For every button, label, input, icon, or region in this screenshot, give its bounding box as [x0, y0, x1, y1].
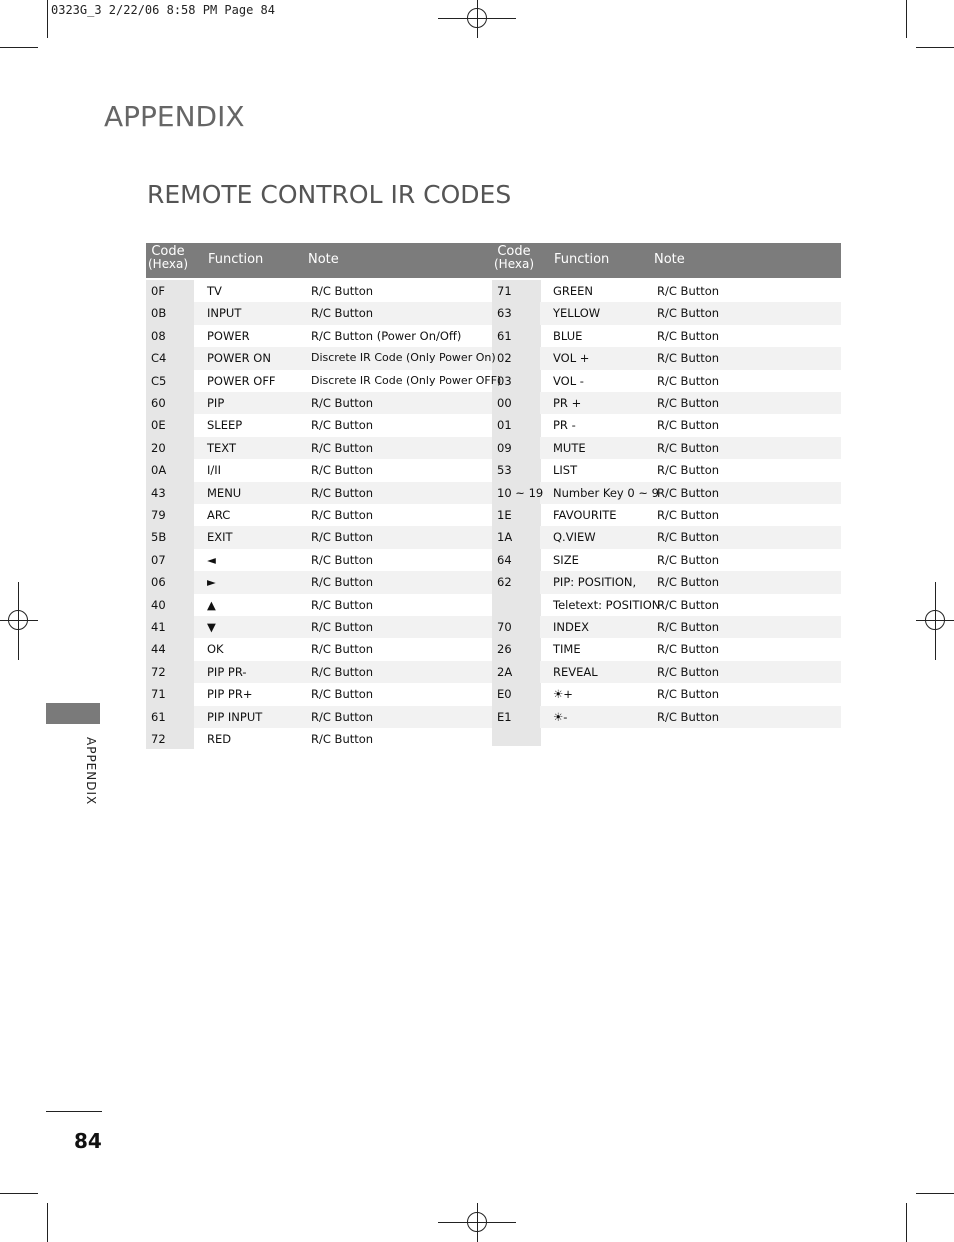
function-cell: MUTE	[553, 440, 586, 455]
function-cell: GREEN	[553, 284, 594, 298]
crop-mark	[906, 0, 907, 38]
table-row	[492, 661, 841, 683]
code-cell: 70	[497, 620, 512, 634]
header-code-label: Code	[151, 244, 185, 259]
code-cell: 1A	[497, 530, 513, 545]
code-cell: 1E	[497, 508, 512, 522]
code-cell: 08	[151, 328, 166, 343]
note-cell: R/C Button	[657, 440, 720, 455]
function-cell: EXIT	[207, 530, 233, 545]
function-cell: POWER ON	[207, 351, 271, 366]
code-cell: 62	[497, 575, 512, 590]
note-cell: R/C Button	[311, 664, 374, 679]
note-cell: R/C Button	[311, 530, 374, 545]
note-cell: R/C Button	[311, 642, 374, 657]
table-row	[492, 482, 841, 504]
note-cell: R/C Button	[311, 508, 374, 522]
function-cell: MENU	[207, 485, 242, 500]
table-row	[146, 482, 492, 504]
code-cell: 5B	[151, 530, 167, 545]
table-row	[146, 392, 492, 414]
header-function-right: Function	[554, 252, 610, 267]
table-row	[146, 437, 492, 459]
code-cell: 40	[151, 597, 166, 612]
table-row	[146, 325, 492, 347]
note-cell: Discrete IR Code (Only Power OFF)	[311, 373, 502, 387]
header-code-label: Code	[497, 244, 531, 259]
table-row	[146, 728, 492, 750]
note-cell: R/C Button	[657, 508, 720, 522]
crop-mark	[916, 1193, 954, 1194]
table-row	[492, 302, 841, 324]
function-cell: SIZE	[553, 552, 579, 567]
note-cell: R/C Button	[311, 575, 374, 590]
note-cell: R/C Button	[657, 396, 720, 410]
code-cell: 60	[151, 396, 166, 410]
note-cell: R/C Button	[657, 418, 720, 433]
code-cell: 64	[497, 552, 512, 567]
code-cell: 61	[497, 328, 512, 343]
note-cell: R/C Button	[657, 664, 720, 679]
note-cell: R/C Button	[657, 463, 720, 478]
note-cell: R/C Button	[657, 687, 720, 702]
table-header	[146, 243, 841, 278]
note-cell: R/C Button	[311, 306, 374, 321]
table-row	[492, 616, 841, 638]
appendix-heading: APPENDIX	[104, 100, 245, 133]
table-row	[492, 414, 841, 436]
code-cell: 01	[497, 418, 512, 433]
note-cell: R/C Button	[657, 485, 720, 500]
header-function-left: Function	[208, 252, 264, 267]
note-cell: R/C Button	[311, 687, 374, 702]
code-cell: E1	[497, 709, 512, 724]
function-cell: INPUT	[207, 306, 242, 321]
note-cell: R/C Button	[311, 732, 374, 746]
table-row	[146, 706, 492, 728]
code-cell: 0B	[151, 306, 167, 321]
table-row	[492, 571, 841, 593]
table-row	[492, 280, 841, 302]
function-cell: SLEEP	[207, 418, 243, 433]
function-cell: VOL -	[553, 373, 584, 388]
crop-mark	[0, 1193, 38, 1194]
header-note-left: Note	[308, 252, 339, 267]
code-cell: 07	[151, 552, 166, 567]
registration-mark	[8, 610, 28, 630]
table-row	[146, 594, 492, 616]
function-cell: PIP INPUT	[207, 709, 263, 724]
table-row	[146, 347, 496, 369]
code-cell: 71	[151, 687, 166, 702]
code-cell: 63	[497, 306, 512, 321]
function-cell: POWER OFF	[207, 373, 276, 388]
code-cell: 0F	[151, 284, 165, 298]
function-cell: REVEAL	[553, 664, 598, 679]
code-cell: 53	[497, 463, 512, 478]
table-row	[492, 504, 841, 526]
table-row	[146, 302, 492, 324]
table-row	[146, 661, 492, 683]
function-cell: OK	[207, 642, 224, 657]
note-cell: R/C Button	[311, 709, 374, 724]
note-cell: R/C Button	[657, 642, 720, 657]
table-row	[146, 370, 502, 392]
code-cell: C4	[151, 351, 167, 366]
note-cell: R/C Button	[311, 620, 374, 634]
function-cell: VOL +	[553, 351, 590, 366]
code-cell: 71	[497, 284, 512, 298]
page-number: 84	[74, 1129, 102, 1153]
note-cell: R/C Button	[311, 597, 374, 612]
note-cell: R/C Button	[657, 351, 720, 366]
function-cell: ▼	[207, 620, 216, 634]
table-row	[492, 437, 841, 459]
function-cell: PR +	[553, 396, 582, 410]
function-cell: Q.VIEW	[553, 530, 596, 545]
code-cell: 03	[497, 373, 512, 388]
function-cell: TIME	[553, 642, 581, 657]
header-code-left	[148, 245, 188, 271]
table-row	[146, 459, 492, 481]
function-cell: ARC	[207, 508, 231, 522]
code-cell: 02	[497, 351, 512, 366]
header-code-sub: (Hexa)	[494, 257, 535, 271]
code-cell: 26	[497, 642, 512, 657]
registration-mark	[467, 8, 487, 28]
code-cell: 00	[497, 396, 512, 410]
note-cell: R/C Button	[311, 463, 374, 478]
note-cell: R/C Button	[311, 485, 374, 500]
table-row	[146, 414, 492, 436]
header-code-sub: (Hexa)	[148, 257, 189, 271]
function-cell: PIP PR+	[207, 687, 253, 702]
table-row	[492, 594, 841, 616]
function-cell: ☀-	[553, 709, 568, 724]
function-cell: FAVOURITE	[553, 508, 617, 522]
function-cell: INDEX	[553, 620, 589, 634]
note-cell: R/C Button	[657, 575, 720, 590]
note-cell: R/C Button	[657, 306, 720, 321]
table-row	[492, 683, 841, 705]
function-cell: RED	[207, 732, 232, 746]
table-row	[492, 392, 841, 414]
code-cell: 10 ~ 19	[497, 485, 544, 500]
registration-mark	[925, 610, 945, 630]
code-cell: 44	[151, 642, 166, 657]
table-row	[146, 549, 492, 571]
function-cell: Teletext: POSITION	[553, 597, 661, 612]
table-row	[146, 571, 492, 593]
header-code-right	[494, 245, 534, 271]
crop-mark	[906, 1203, 907, 1242]
code-cell: 0E	[151, 418, 166, 433]
side-tab-label: APPENDIX	[84, 737, 98, 806]
page-number-rule	[46, 1111, 102, 1112]
crop-mark	[916, 47, 954, 48]
table-row	[492, 459, 841, 481]
table-row	[492, 370, 841, 392]
table-row	[492, 526, 841, 548]
note-cell: R/C Button	[657, 373, 720, 388]
code-cell: C5	[151, 373, 167, 388]
code-cell: 79	[151, 508, 166, 522]
function-cell: ▲	[207, 597, 216, 612]
note-cell: R/C Button	[657, 620, 720, 634]
table-row	[146, 280, 492, 302]
function-cell: LIST	[553, 463, 578, 478]
note-cell: R/C Button	[311, 552, 374, 567]
note-cell: Discrete IR Code (Only Power On)	[311, 351, 496, 365]
crop-mark	[47, 1203, 48, 1242]
function-cell: PIP	[207, 396, 225, 410]
table-row	[492, 638, 841, 660]
note-cell: R/C Button	[311, 396, 374, 410]
table-row	[492, 706, 841, 728]
code-cell: 61	[151, 709, 166, 724]
note-cell: R/C Button	[657, 552, 720, 567]
table-row	[146, 616, 492, 638]
code-cell: 72	[151, 664, 166, 679]
table-row	[492, 347, 841, 369]
note-cell: R/C Button	[311, 418, 374, 433]
code-cell: 72	[151, 732, 166, 746]
function-cell: POWER	[207, 328, 250, 343]
table-row	[146, 683, 492, 705]
crop-mark	[0, 47, 38, 48]
code-cell: 2A	[497, 664, 513, 679]
function-cell: ☀+	[553, 687, 573, 702]
note-cell: R/C Button (Power On/Off)	[311, 328, 462, 343]
crop-mark	[47, 0, 48, 38]
function-cell: PIP: POSITION,	[553, 575, 637, 590]
function-cell: Number Key 0 ~ 9	[553, 485, 659, 500]
print-slug: 0323G_3 2/22/06 8:58 PM Page 84	[51, 3, 275, 17]
section-title: REMOTE CONTROL IR CODES	[147, 180, 512, 209]
function-cell: TV	[207, 284, 222, 298]
code-cell: 43	[151, 485, 166, 500]
function-cell: I/II	[207, 463, 222, 478]
code-cell: 06	[151, 575, 166, 590]
code-cell: E0	[497, 687, 512, 702]
note-cell: R/C Button	[657, 284, 720, 298]
function-cell: ►	[207, 575, 216, 590]
note-cell: R/C Button	[657, 709, 720, 724]
registration-mark	[467, 1212, 487, 1232]
note-cell: R/C Button	[311, 284, 374, 298]
header-note-right: Note	[654, 252, 685, 267]
note-cell: R/C Button	[657, 328, 720, 343]
table-row	[492, 325, 841, 347]
table-row	[492, 549, 841, 571]
code-cell: 0A	[151, 463, 167, 478]
code-cell: 20	[151, 440, 166, 455]
function-cell: PIP PR-	[207, 664, 247, 679]
function-cell: PR -	[553, 418, 576, 433]
side-tab	[46, 703, 100, 724]
table-row	[146, 638, 492, 660]
function-cell: BLUE	[553, 328, 583, 343]
function-cell: TEXT	[207, 440, 236, 455]
code-cell: 09	[497, 440, 512, 455]
function-cell: YELLOW	[553, 306, 601, 321]
table-row	[146, 526, 492, 548]
note-cell: R/C Button	[657, 597, 720, 612]
table-row	[146, 504, 492, 526]
note-cell: R/C Button	[311, 440, 374, 455]
note-cell: R/C Button	[657, 530, 720, 545]
code-cell: 41	[151, 620, 166, 634]
function-cell: ◄	[207, 552, 216, 567]
